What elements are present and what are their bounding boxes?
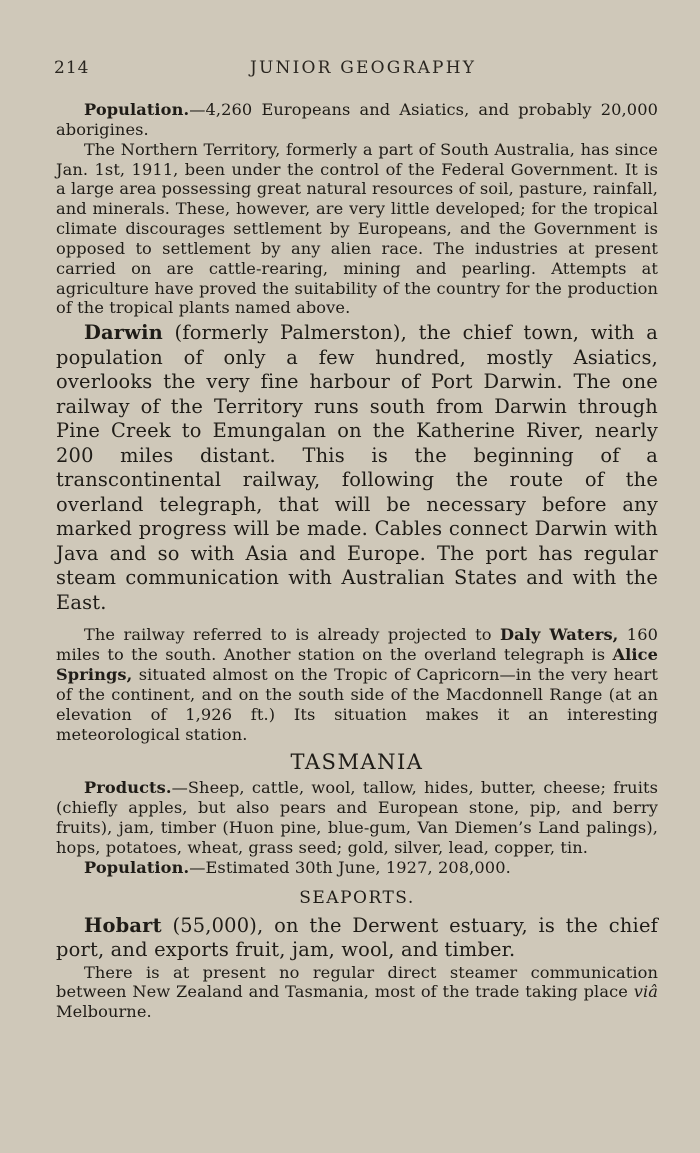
tasmania-population-paragraph	[56, 858, 658, 878]
seaports-heading: SEAPORTS.	[299, 887, 415, 908]
hobart-label: Hobart	[84, 913, 162, 937]
alice-springs-name: Alice Springs,	[56, 645, 658, 684]
nt-population-text: —4,260 Europeans and Asiatics, and probably 20,000 aborigines.	[56, 100, 658, 139]
page-body	[56, 100, 658, 1022]
page-number: 214	[54, 58, 90, 78]
steamer-text-end: Melbourne.	[56, 1002, 152, 1022]
hobart-paragraph	[56, 914, 658, 963]
tasmania-products-label: Products.	[84, 778, 172, 798]
hobart-text: (55,000), on the Derwent estuary, is the chief port, and exports fruit, jam, wool, and timber.	[56, 913, 658, 962]
nt-population-label: Population.	[84, 100, 190, 119]
steamer-text-start: There is at present no regular direct steamer communication between New Zealand and Tasmania, most of the trade taking place	[56, 962, 658, 1002]
nt-description-paragraph: The Northern Territory, formerly a part of South Australia, has since Jan. 1st, 1911, been under the control of the Federal Government. It is a large area possessing great natural resources of soil, pasture, rainfall, and minerals. These, however, are very little developed; for the tropical climate discourages settlement by Europeans, and the Government is opposed to settlement by any alien race. The industries at present carried on are cattle-rearing, mining and pearling. Attempts at agriculture have proved the suitability of the country for the production of the tropical plants named above.	[56, 139, 658, 318]
railway-text-end: situated almost on the Tropic of Capricorn—in the very heart of the continent, and on the south side of the Macdonnell Range (at an elevation of 1,926 ft.) Its situation makes it an interesting meteorological station.	[56, 664, 658, 744]
railway-text-start: The railway referred to is already projected to	[84, 625, 500, 645]
running-title: JUNIOR GEOGRAPHY	[250, 58, 477, 78]
tasmania-products-text: —Sheep, cattle, wool, tallow, hides, butter, cheese; fruits (chiefly apples, but also pears and European stone, pip, and berry fruits), jam, timber (Huon pine, blue-gum, Van Diemen’s Land palings), hops, potatoes, wheat, grass seed; gold, silver, lead, copper, tin.	[56, 778, 658, 857]
page-header	[0, 58, 700, 84]
tasmania-population-text: —Estimated 30th June, 1927, 208,000.	[189, 857, 511, 877]
tasmania-heading: TASMANIA	[290, 750, 424, 775]
tasmania-products-paragraph	[56, 778, 658, 857]
tasmania-population-label: Population.	[84, 857, 190, 877]
steamer-italic-via: viâ	[633, 982, 658, 1002]
darwin-text: (formerly Palmerston), the chief town, with a population of only a few hundred, mostly Asiatics, overlooks the very fine harbour of Port Darwin. The one railway of the Territory runs south from Darwin through Pine Creek to Emungalan on the Katherine River, nearly 200 miles distant. This is the beginning of a transcontinental railway, following the route of the overland telegraph, that will be necessary before any marked progress will be made. Cables connect Darwin with Java and so with Asia and Europe. The port has regular steam communication with Australian States and with the East.	[56, 321, 658, 614]
railway-paragraph	[56, 625, 658, 744]
nt-population-paragraph	[56, 100, 658, 140]
daly-waters-name: Daly Waters,	[500, 625, 619, 645]
darwin-label: Darwin	[84, 321, 163, 345]
steamer-paragraph	[56, 963, 658, 1023]
darwin-paragraph	[56, 321, 658, 615]
railway-text-middle: 160 miles to the south. Another station on the overland telegraph is	[56, 625, 658, 665]
